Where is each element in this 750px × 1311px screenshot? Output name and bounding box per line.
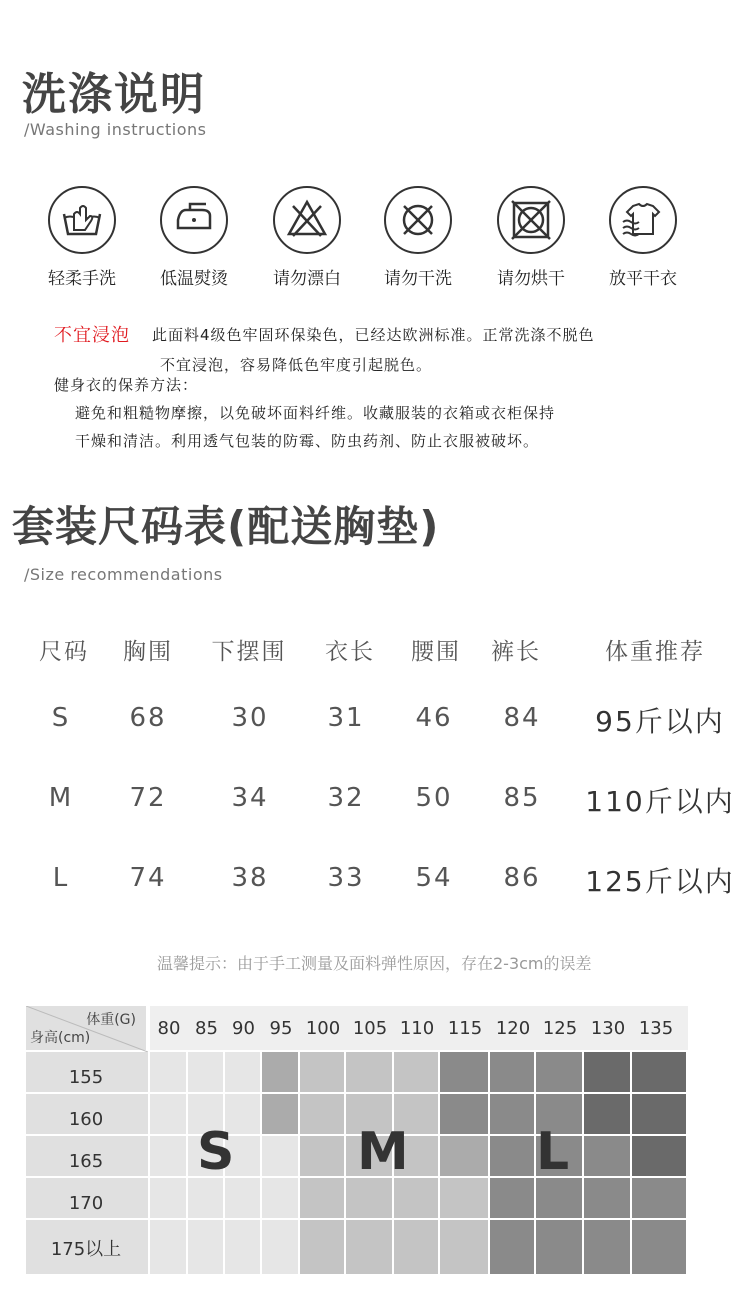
size-title: 套装尺码表(配送胸垫) [12,502,440,551]
weight-95: 95 [269,1018,293,1039]
header-waist: 腰围 [411,639,461,665]
grid-cell [394,1220,440,1276]
row-m-pants: 85 [503,783,541,813]
washing-subtitle: /Washing instructions [24,120,207,139]
grid-cell [300,1094,346,1136]
grid-cell [346,1220,394,1276]
grid-cell [440,1178,490,1220]
washing-title: 洗涤说明 [22,69,206,120]
grid-cell [150,1052,188,1094]
grid-cell [225,1178,262,1220]
header-pants: 裤长 [491,639,541,665]
grid-cell [188,1052,225,1094]
weight-105: 105 [352,1018,388,1039]
weight-85: 85 [195,1018,218,1039]
row-l-length: 33 [327,863,365,893]
low-iron-label: 低温熨烫 [160,269,228,289]
no-tumble-dry-label: 请勿烘干 [497,269,565,289]
row-l-hem: 38 [231,863,269,893]
height-axis-label: 身高(cm) [30,1030,91,1046]
no-dry-clean-icon [384,186,452,254]
no-tumble-dry-icon [497,186,565,254]
row-l-chest: 74 [129,863,167,893]
row-s-hem: 30 [231,703,269,733]
grid-cell [440,1136,490,1178]
header-size: 尺码 [39,639,89,665]
tip-text: 温馨提示：由于手工测量及面料弹性原因，存在2-3cm的误差 [157,954,592,973]
weight-130: 130 [590,1018,626,1039]
grid-cell [490,1220,536,1276]
row-s-chest: 68 [129,703,167,733]
care-line-4: 干燥和清洁。利用透气包装的防霉、防虫药剂、防止衣服被破坏。 [75,432,540,450]
grid-cell [346,1052,394,1094]
grid-cell [584,1136,632,1178]
grid-cell [632,1136,688,1178]
corner-label-cell [26,1006,148,1052]
grid-cell [440,1220,490,1276]
row-m-hem: 34 [231,783,269,813]
row-m-chest: 72 [129,783,167,813]
grid-cell [300,1136,346,1178]
grid-cell [440,1052,490,1094]
size-subtitle: /Size recommendations [24,565,223,584]
hand-wash-icon [48,186,116,254]
height-155: 155 [68,1067,104,1088]
care-line-2: 不宜浸泡，容易降低色牢度引起脱色。 [160,356,433,374]
grid-cell [584,1052,632,1094]
grid-cell [150,1220,188,1276]
weight-80: 80 [157,1018,181,1039]
header-hem: 下摆围 [211,639,287,665]
header-length: 衣长 [325,639,375,665]
grid-cell [440,1094,490,1136]
warning-label: 不宜浸泡 [54,325,130,346]
height-165: 165 [68,1151,104,1172]
grid-cell [584,1220,632,1276]
low-iron-icon [160,186,228,254]
grid-cell [490,1178,536,1220]
row-s-pants: 84 [503,703,541,733]
weight-110: 110 [399,1018,435,1039]
weight-90: 90 [232,1018,255,1039]
care-line-1: 此面料4级色牢固环保染色，已经达欧洲标准。正常洗涤不脱色 [152,326,595,344]
grid-cell [632,1052,688,1094]
row-m-length: 32 [327,783,365,813]
height-160: 160 [68,1109,104,1130]
grid-cell [394,1052,440,1094]
zone-l-label: L [536,1122,570,1182]
weight-120: 120 [495,1018,531,1039]
grid-cell [490,1052,536,1094]
row-s-waist: 46 [415,703,453,733]
header-weight: 体重推荐 [605,639,705,665]
zone-s-label: S [197,1122,235,1182]
weight-115: 115 [447,1018,483,1039]
grid-cell [346,1178,394,1220]
grid-cell [632,1220,688,1276]
grid-cell [536,1178,584,1220]
weight-100: 100 [305,1018,341,1039]
grid-cell [490,1136,536,1178]
height-175-plus: 175以上 [50,1239,122,1260]
header-chest: 胸围 [123,639,173,665]
hand-wash-label: 轻柔手洗 [48,269,116,289]
row-s-size: S [51,703,71,733]
grid-cell [150,1178,188,1220]
grid-cell [262,1220,300,1276]
care-heading: 健身衣的保养方法： [54,376,199,394]
no-dry-clean-label: 请勿干洗 [384,269,452,289]
row-l-size: L [52,863,70,893]
grid-cell [300,1178,346,1220]
flat-dry-icon [609,186,677,254]
care-line-3: 避免和粗糙物摩擦，以免破坏面料纤维。收藏服装的衣箱或衣柜保持 [75,404,556,422]
row-s-length: 31 [327,703,365,733]
weight-axis-label: 体重(G) [86,1012,136,1028]
grid-cell [150,1136,188,1178]
grid-cell [632,1178,688,1220]
row-l-pants: 86 [503,863,541,893]
grid-cell [300,1220,346,1276]
row-s-weight: 95斤以内 [595,705,725,738]
weight-135: 135 [638,1018,674,1039]
row-m-waist: 50 [415,783,453,813]
no-bleach-icon [273,186,341,254]
zone-m-label: M [357,1122,409,1182]
grid-cell [188,1178,225,1220]
grid-cell [150,1094,188,1136]
row-l-waist: 54 [415,863,453,893]
grid-cell [584,1178,632,1220]
weight-125: 125 [542,1018,578,1039]
grid-cell [262,1136,300,1178]
height-170: 170 [68,1193,104,1214]
grid-cell [536,1220,584,1276]
grid-cell [536,1052,584,1094]
grid-cell [632,1094,688,1136]
grid-cell [188,1220,225,1276]
grid-cell [394,1178,440,1220]
row-m-weight: 110斤以内 [585,785,735,818]
flat-dry-label: 放平干衣 [609,269,677,289]
grid-cell [225,1220,262,1276]
row-l-weight: 125斤以内 [585,865,735,898]
grid-cell [262,1094,300,1136]
no-bleach-label: 请勿漂白 [273,269,341,289]
grid-cell [262,1178,300,1220]
grid-cell [490,1094,536,1136]
grid-cell [262,1052,300,1094]
row-m-size: M [48,783,74,813]
grid-cell [225,1052,262,1094]
grid-cell [300,1052,346,1094]
grid-cell [584,1094,632,1136]
